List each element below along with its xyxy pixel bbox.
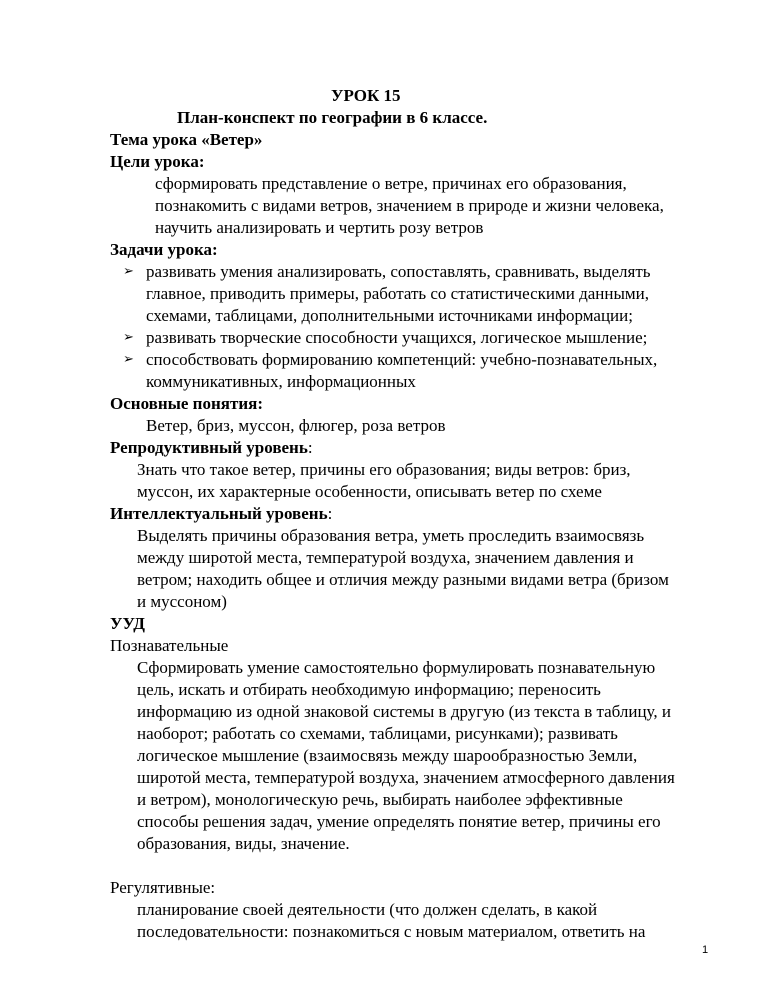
cognitive-line: наоборот; работать со схемами, таблицами, рисунками); развивать — [137, 724, 618, 743]
cognitive-line: широтой места, температурой воздуха, значением атмосферного давления — [137, 768, 675, 787]
task-line: схемами, таблицами, дополнительными источниками информации; — [146, 306, 633, 325]
reproductive-line: Знать что такое ветер, причины его образования; виды ветров: бриз, — [137, 460, 631, 479]
intellectual-heading: Интеллектуальный уровень — [110, 504, 328, 523]
regulative-label: Регулятивные: — [110, 878, 216, 897]
arrow-bullet-icon: ➢ — [123, 352, 134, 367]
goals-line: научить анализировать и чертить розу ветров — [155, 218, 484, 237]
cognitive-line: информацию из одной знаковой системы в другую (из текста в таблицу, и — [137, 702, 671, 721]
concepts-heading: Основные понятия: — [110, 394, 263, 413]
plan-title: План-конспект по географии в 6 классе. — [177, 108, 488, 127]
uud-heading: УУД — [110, 614, 145, 633]
intellectual-line: Выделять причины образования ветра, уметь проследить взаимосвязь — [137, 526, 645, 545]
page-number: 1 — [702, 944, 709, 956]
cognitive-line: Сформировать умение самостоятельно формулировать познавательную — [137, 658, 656, 677]
intellectual-line: между широтой места, температурой воздуха, значением давления и — [137, 548, 634, 567]
task-line: способствовать формированию компетенций: учебно-познавательных, — [146, 350, 658, 369]
regulative-line: планирование своей деятельности (что должен сделать, в какой — [137, 900, 598, 919]
lesson-topic: Тема урока «Ветер» — [110, 130, 263, 149]
intellectual-line: ветром; находить общее и отличия между разными видами ветра (бризом — [137, 570, 669, 589]
cognitive-label: Познавательные — [110, 636, 229, 655]
task-line: развивать умения анализировать, сопоставлять, сравнивать, выделять — [146, 262, 651, 281]
cognitive-line: способы решения задач, умение определять понятие ветер, причины его — [137, 812, 661, 831]
intellectual-heading-line — [110, 503, 332, 525]
reproductive-heading-line — [110, 437, 313, 459]
task-line: главное, приводить примеры, работать со статистическими данными, — [146, 284, 650, 303]
cognitive-line: и ветром), монологическую речь, выбирать наиболее эффективные — [137, 790, 623, 809]
reproductive-heading: Репродуктивный уровень — [110, 438, 308, 457]
tasks-heading: Задачи урока: — [110, 240, 218, 259]
lesson-number: УРОК 15 — [331, 86, 401, 105]
cognitive-line: цель, искать и отбирать необходимую информацию; переносить — [137, 680, 601, 699]
reproductive-line: муссон, их характерные особенности, описывать ветер по схеме — [137, 482, 602, 501]
cognitive-line: образования, виды, значение. — [137, 834, 350, 853]
regulative-line: последовательности: познакомиться с новым материалом, ответить на — [137, 922, 646, 941]
task-line: развивать творческие способности учащихся, логическое мышление; — [146, 328, 648, 347]
cognitive-line: логическое мышление (взаимосвязь между шарообразностью Земли, — [137, 746, 638, 765]
reproductive-colon: : — [307, 438, 313, 457]
goals-line: сформировать представление о ветре, причинах его образования, — [155, 174, 627, 193]
arrow-bullet-icon: ➢ — [123, 330, 134, 345]
goals-line: познакомить с видами ветров, значением в природе и жизни человека, — [155, 196, 664, 215]
goals-heading: Цели урока: — [110, 152, 205, 171]
concepts-text: Ветер, бриз, муссон, флюгер, роза ветров — [146, 416, 446, 435]
task-line: коммуникативных, информационных — [146, 372, 416, 391]
intellectual-colon: : — [327, 504, 333, 523]
arrow-bullet-icon: ➢ — [123, 264, 134, 279]
intellectual-line: и муссоном) — [137, 592, 227, 611]
